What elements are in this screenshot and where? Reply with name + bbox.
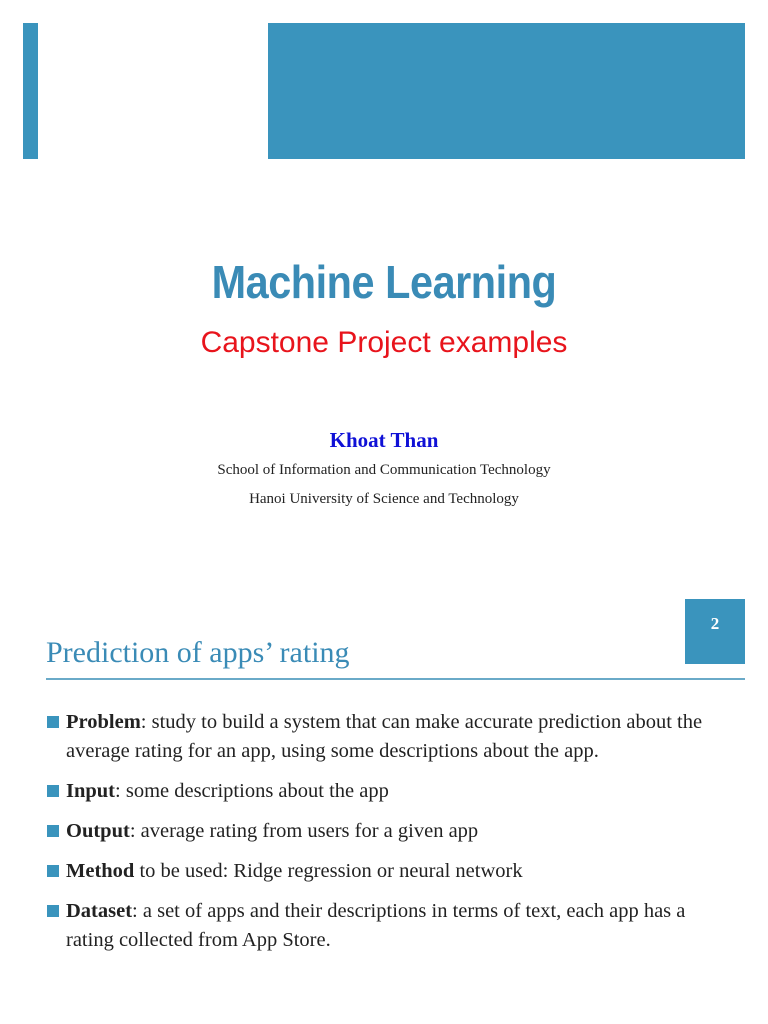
square-bullet-icon <box>47 825 59 837</box>
affiliation-university: Hanoi University of Science and Technology <box>249 491 519 507</box>
title-divider <box>46 678 745 680</box>
square-bullet-icon <box>47 716 59 728</box>
bullet-item-method <box>46 857 736 886</box>
bullet-item-dataset <box>46 897 736 955</box>
bullet-term: Input <box>66 780 116 802</box>
slide-title: Prediction of apps’ rating <box>46 636 350 669</box>
square-bullet-icon <box>47 905 59 917</box>
bullet-item-input <box>46 777 736 806</box>
affiliation-school: School of Information and Communication Technology <box>217 462 551 478</box>
bullet-list <box>46 708 736 966</box>
bullet-term: Problem <box>66 711 141 733</box>
decorative-left-bar <box>23 23 38 159</box>
bullet-item-output <box>46 817 736 846</box>
cover-title: Machine Learning <box>211 256 557 308</box>
author-name: Khoat Than <box>329 428 439 452</box>
decorative-top-bar <box>268 23 745 159</box>
bullet-term: Output <box>66 820 130 842</box>
bullet-item-problem <box>46 708 736 766</box>
square-bullet-icon <box>47 865 59 877</box>
bullet-text: : some descriptions about the app <box>115 780 389 802</box>
bullet-text: : a set of apps and their descriptions in terms of text, each app has a rating collected from App Store. <box>66 900 686 951</box>
bullet-term: Dataset <box>66 900 133 922</box>
bullet-term: Method <box>66 860 135 882</box>
bullet-text: : average rating from users for a given app <box>129 820 479 842</box>
cover-subtitle: Capstone Project examples <box>200 326 568 359</box>
page-number-badge: 2 <box>685 599 745 664</box>
square-bullet-icon <box>47 785 59 797</box>
bullet-text: to be used: Ridge regression or neural network <box>134 860 523 882</box>
bullet-text: : study to build a system that can make accurate prediction about the average rating for an app, using some descriptions about the app. <box>66 711 703 762</box>
